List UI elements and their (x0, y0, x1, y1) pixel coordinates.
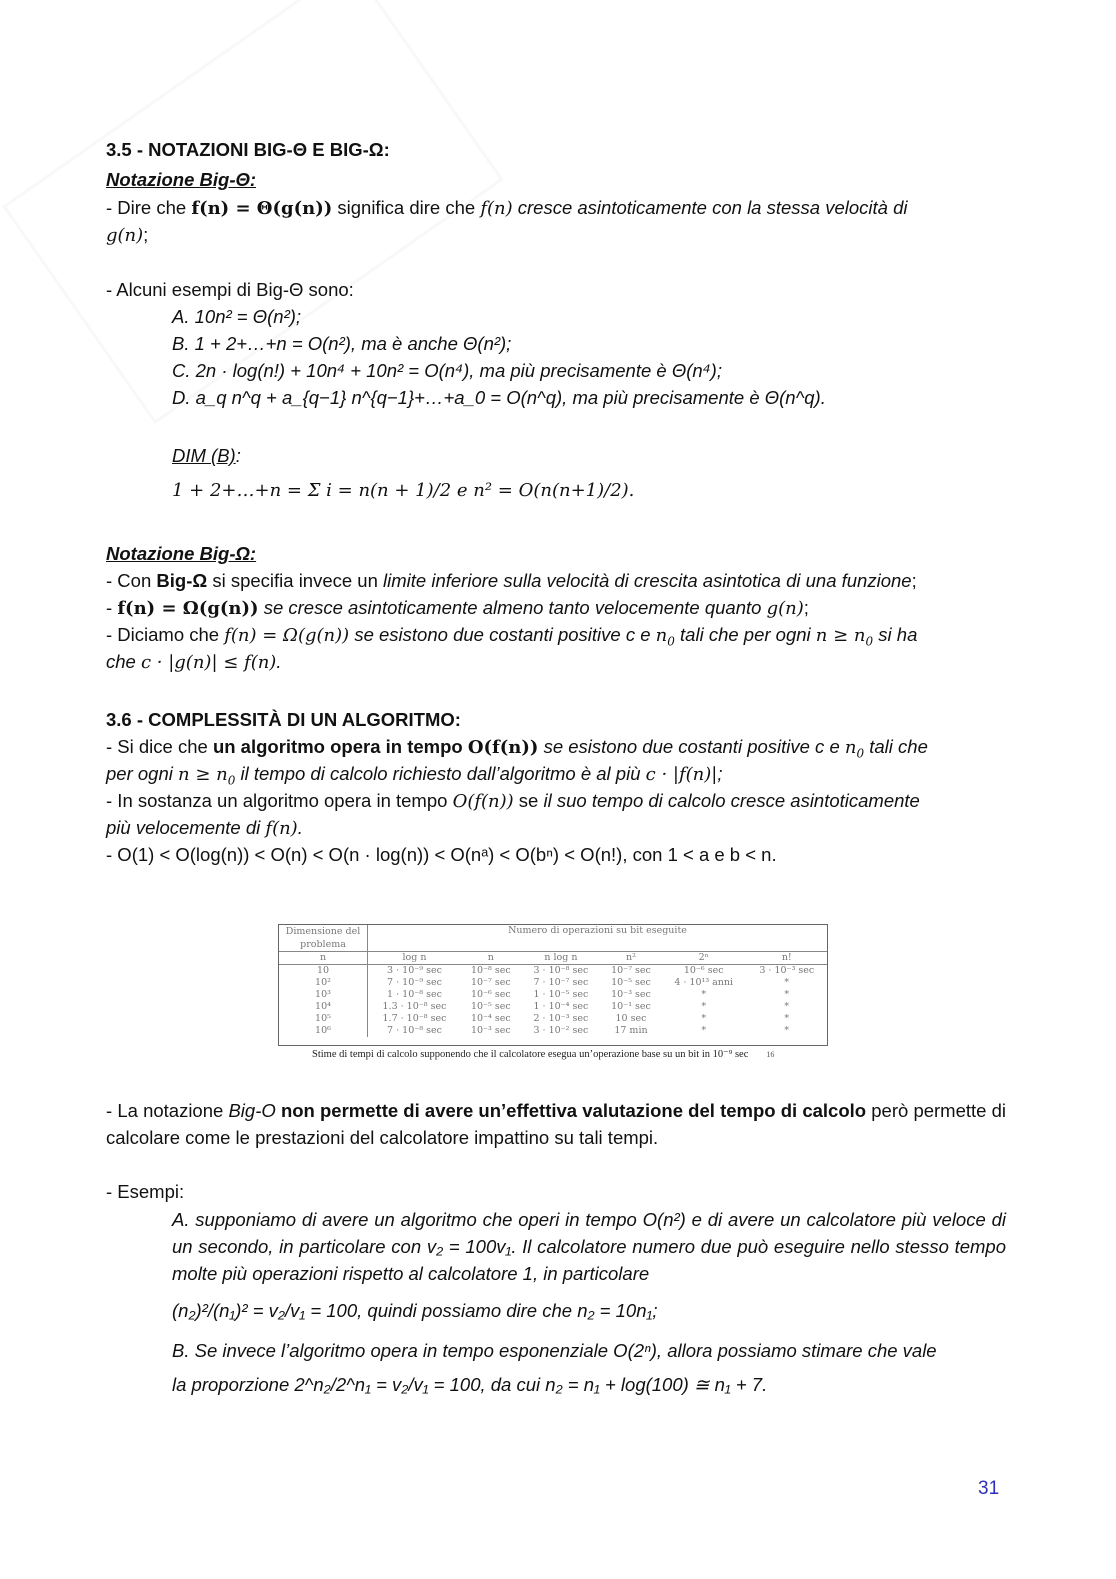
table-cell: 10³ (279, 989, 368, 1001)
complexity-line-1: - Si dice che un algoritmo opera in tempo O(f(n)) se esistono due costanti positive c e $n_0$ tali che (106, 736, 928, 761)
column-header: n! (781, 952, 792, 963)
dim-label: DIM (B): (172, 445, 241, 466)
table-cell: 10⁻³ sec (611, 989, 651, 1000)
page-number: 31 (978, 1478, 1000, 1499)
table-cell: 7 · 10⁻⁷ sec (533, 977, 589, 988)
table-cell: 10⁻⁶ sec (683, 965, 724, 976)
table-cell: 10 (279, 965, 368, 978)
table-cell: 1.3 · 10⁻⁸ sec (382, 1001, 447, 1012)
table-cell: * (784, 1001, 790, 1012)
section-heading-3-6: 3.6 - COMPLESSITÀ DI UN ALGORITMO: (106, 709, 461, 730)
table-cell: 1 · 10⁻⁵ sec (533, 989, 589, 1000)
timing-table-figure (278, 924, 830, 1060)
table-cell: 3 · 10⁻² sec (533, 1025, 589, 1036)
timing-table (278, 924, 828, 1046)
complexity-line-2: per ogni $n \ge n_0$ il tempo di calcolo richiesto dall’algoritmo è al più c · |f(n)|; (106, 763, 723, 788)
table-row (279, 989, 827, 1001)
table-cell: 3 · 10⁻³ sec (759, 965, 815, 976)
theta-definition-cont: g(n); (106, 224, 149, 246)
column-header: n² (626, 952, 636, 963)
table-cell: 10⁻⁸ sec (470, 965, 511, 976)
esempio-b-formula: la proporzione 2^n₂/2^n₁ = v₂/v₁ = 100, da cui n₂ = n₁ + log(100) ≅ n₁ + 7. (172, 1374, 768, 1395)
table-cell: 7 · 10⁻⁸ sec (387, 1025, 442, 1036)
column-header: 2ⁿ (698, 952, 709, 963)
table-row (279, 1013, 827, 1025)
table-cell: 7 · 10⁻⁹ sec (387, 977, 442, 988)
table-cell: 10⁻³ sec (470, 1025, 511, 1036)
table-row (279, 977, 827, 989)
table-cell: * (701, 1001, 707, 1012)
table-cell: * (784, 989, 790, 1000)
example-c: C. 2n · log(n!) + 10n⁴ + 10n² = O(n⁴), ma più precisamente è Θ(n⁴); (172, 360, 722, 381)
table-cell: * (701, 989, 707, 1000)
table-cell: 2 · 10⁻³ sec (533, 1013, 589, 1024)
table-cell: 10⁻¹ sec (611, 1001, 651, 1012)
omega-line-3: - Diciamo che f(n) = Ω(g(n)) se esistono due costanti positive c e $n_0$ tali che per ogni $n \ge n_0$ si ha (106, 624, 918, 649)
complexity-line-4: più velocemente di f(n). (106, 817, 303, 839)
example-b: B. 1 + 2+…+n = O(n²), ma è anche Θ(n²); (172, 333, 512, 354)
examples-intro: - Alcuni esempi di Big-Θ sono: (106, 279, 354, 300)
column-header: n log n (544, 952, 578, 963)
header-operations: Numero di operazioni su bit eseguite (508, 925, 687, 936)
table-cell: * (784, 1013, 790, 1024)
table-cell: 10⁻⁷ sec (470, 977, 511, 988)
complexity-line-3: - In sostanza un algoritmo opera in tempo O(f(n)) se il suo tempo di calcolo cresce asintoticamente (106, 790, 920, 812)
table-cell: 10⁶ (279, 1025, 368, 1037)
table-cell: 10⁻⁵ sec (611, 977, 651, 988)
esempio-a-text: A. supponiamo di avere un algoritmo che operi in tempo O(n²) e di avere un calcolatore più veloce di un secondo, in particolare con v₂ = 100v₁. Il calcolatore numero due può eseguire nello stesso tempo molte più operazioni rispetto al calcolatore 1, in particolare (172, 1209, 1006, 1284)
table-cell: 10⁻⁵ sec (470, 1001, 511, 1012)
header-dimension: Dimensione del problema (279, 925, 368, 952)
column-header-row (279, 952, 827, 965)
bigo-note: - La notazione Big-O non permette di avere un’effettiva valutazione del tempo di calcolo però permette di calcolare come le prestazioni del calcolatore impattino su tali tempi. (106, 1100, 1007, 1148)
column-header: log n (402, 952, 427, 963)
table-cell: 10⁻⁶ sec (470, 989, 511, 1000)
table-cell: 10⁵ (279, 1013, 368, 1025)
table-cell: * (701, 1025, 707, 1036)
table-row (279, 1025, 827, 1037)
example-d: D. a_q n^q + a_{q−1} n^{q−1}+…+a_0 = O(n^q), ma più precisamente è Θ(n^q). (172, 387, 826, 408)
table-cell: 1 · 10⁻⁸ sec (387, 989, 442, 1000)
esempio-a-formula: (n₂)²/(n₁)² = v₂/v₁ = 100, quindi possiamo dire che n₂ = 10n₁; (172, 1300, 658, 1321)
dim-formula: 1 + 2+…+n = Σ i = n(n + 1)/2 e n² = O(n(n+1)/2). (172, 480, 635, 501)
omega-line-1: - Con Big-Ω si specifia invece un limite inferiore sulla velocità di crescita asintotica di una funzione; (106, 570, 917, 591)
complexity-order: - O(1) < O(log(n)) < O(n) < O(n · log(n)) < O(nᵃ) < O(bⁿ) < O(n!), con 1 < a e b < n. (106, 844, 777, 865)
omega-line-3-cont: che c · |g(n)| ≤ f(n). (106, 651, 282, 673)
omega-line-2: - f(n) = Ω(g(n)) se cresce asintoticamente almeno tanto velocemente quanto g(n); (106, 597, 809, 619)
table-caption: Stime di tempi di calcolo supponendo che il calcolatore esegua un’operazione base su un bit in 10⁻⁹ sec 16 (312, 1049, 775, 1060)
example-a: A. 10n² = Θ(n²); (172, 306, 302, 327)
column-header: n (487, 952, 494, 963)
table-cell: 10⁻⁴ sec (470, 1013, 511, 1024)
esempio-b-text: B. Se invece l’algoritmo opera in tempo esponenziale O(2ⁿ), allora possiamo stimare che vale (172, 1340, 937, 1361)
table-row (279, 965, 827, 978)
table-cell: 10⁻⁷ sec (611, 965, 651, 976)
table-row (279, 1001, 827, 1013)
table-cell: * (784, 977, 790, 988)
table-cell: 10² (279, 977, 368, 989)
table-cell: 3 · 10⁻⁹ sec (387, 965, 442, 976)
subheading-big-omega: Notazione Big-Ω: (106, 543, 257, 564)
table-cell: * (701, 1013, 707, 1024)
section-heading-3-5: 3.5 - NOTAZIONI BIG-Θ E BIG-Ω: (106, 139, 390, 160)
table-cell: 17 min (614, 1025, 648, 1036)
table-cell: * (784, 1025, 790, 1036)
table-cell: 4 · 10¹³ anni (674, 977, 734, 988)
theta-definition: - Dire che f(n) = Θ(g(n)) significa dire che f(n) cresce asintoticamente con la stessa velocità di (106, 197, 908, 219)
table-cell: 10⁴ (279, 1001, 368, 1013)
table-cell: 10 sec (615, 1013, 647, 1024)
table-cell: 1.7 · 10⁻⁸ sec (382, 1013, 447, 1024)
column-header: n (279, 952, 368, 965)
table-cell: 1 · 10⁻⁴ sec (533, 1001, 589, 1012)
subheading-big-theta: Notazione Big-Θ: (106, 169, 257, 190)
esempi-intro: - Esempi: (106, 1181, 185, 1202)
table-cell: 3 · 10⁻⁸ sec (533, 965, 589, 976)
